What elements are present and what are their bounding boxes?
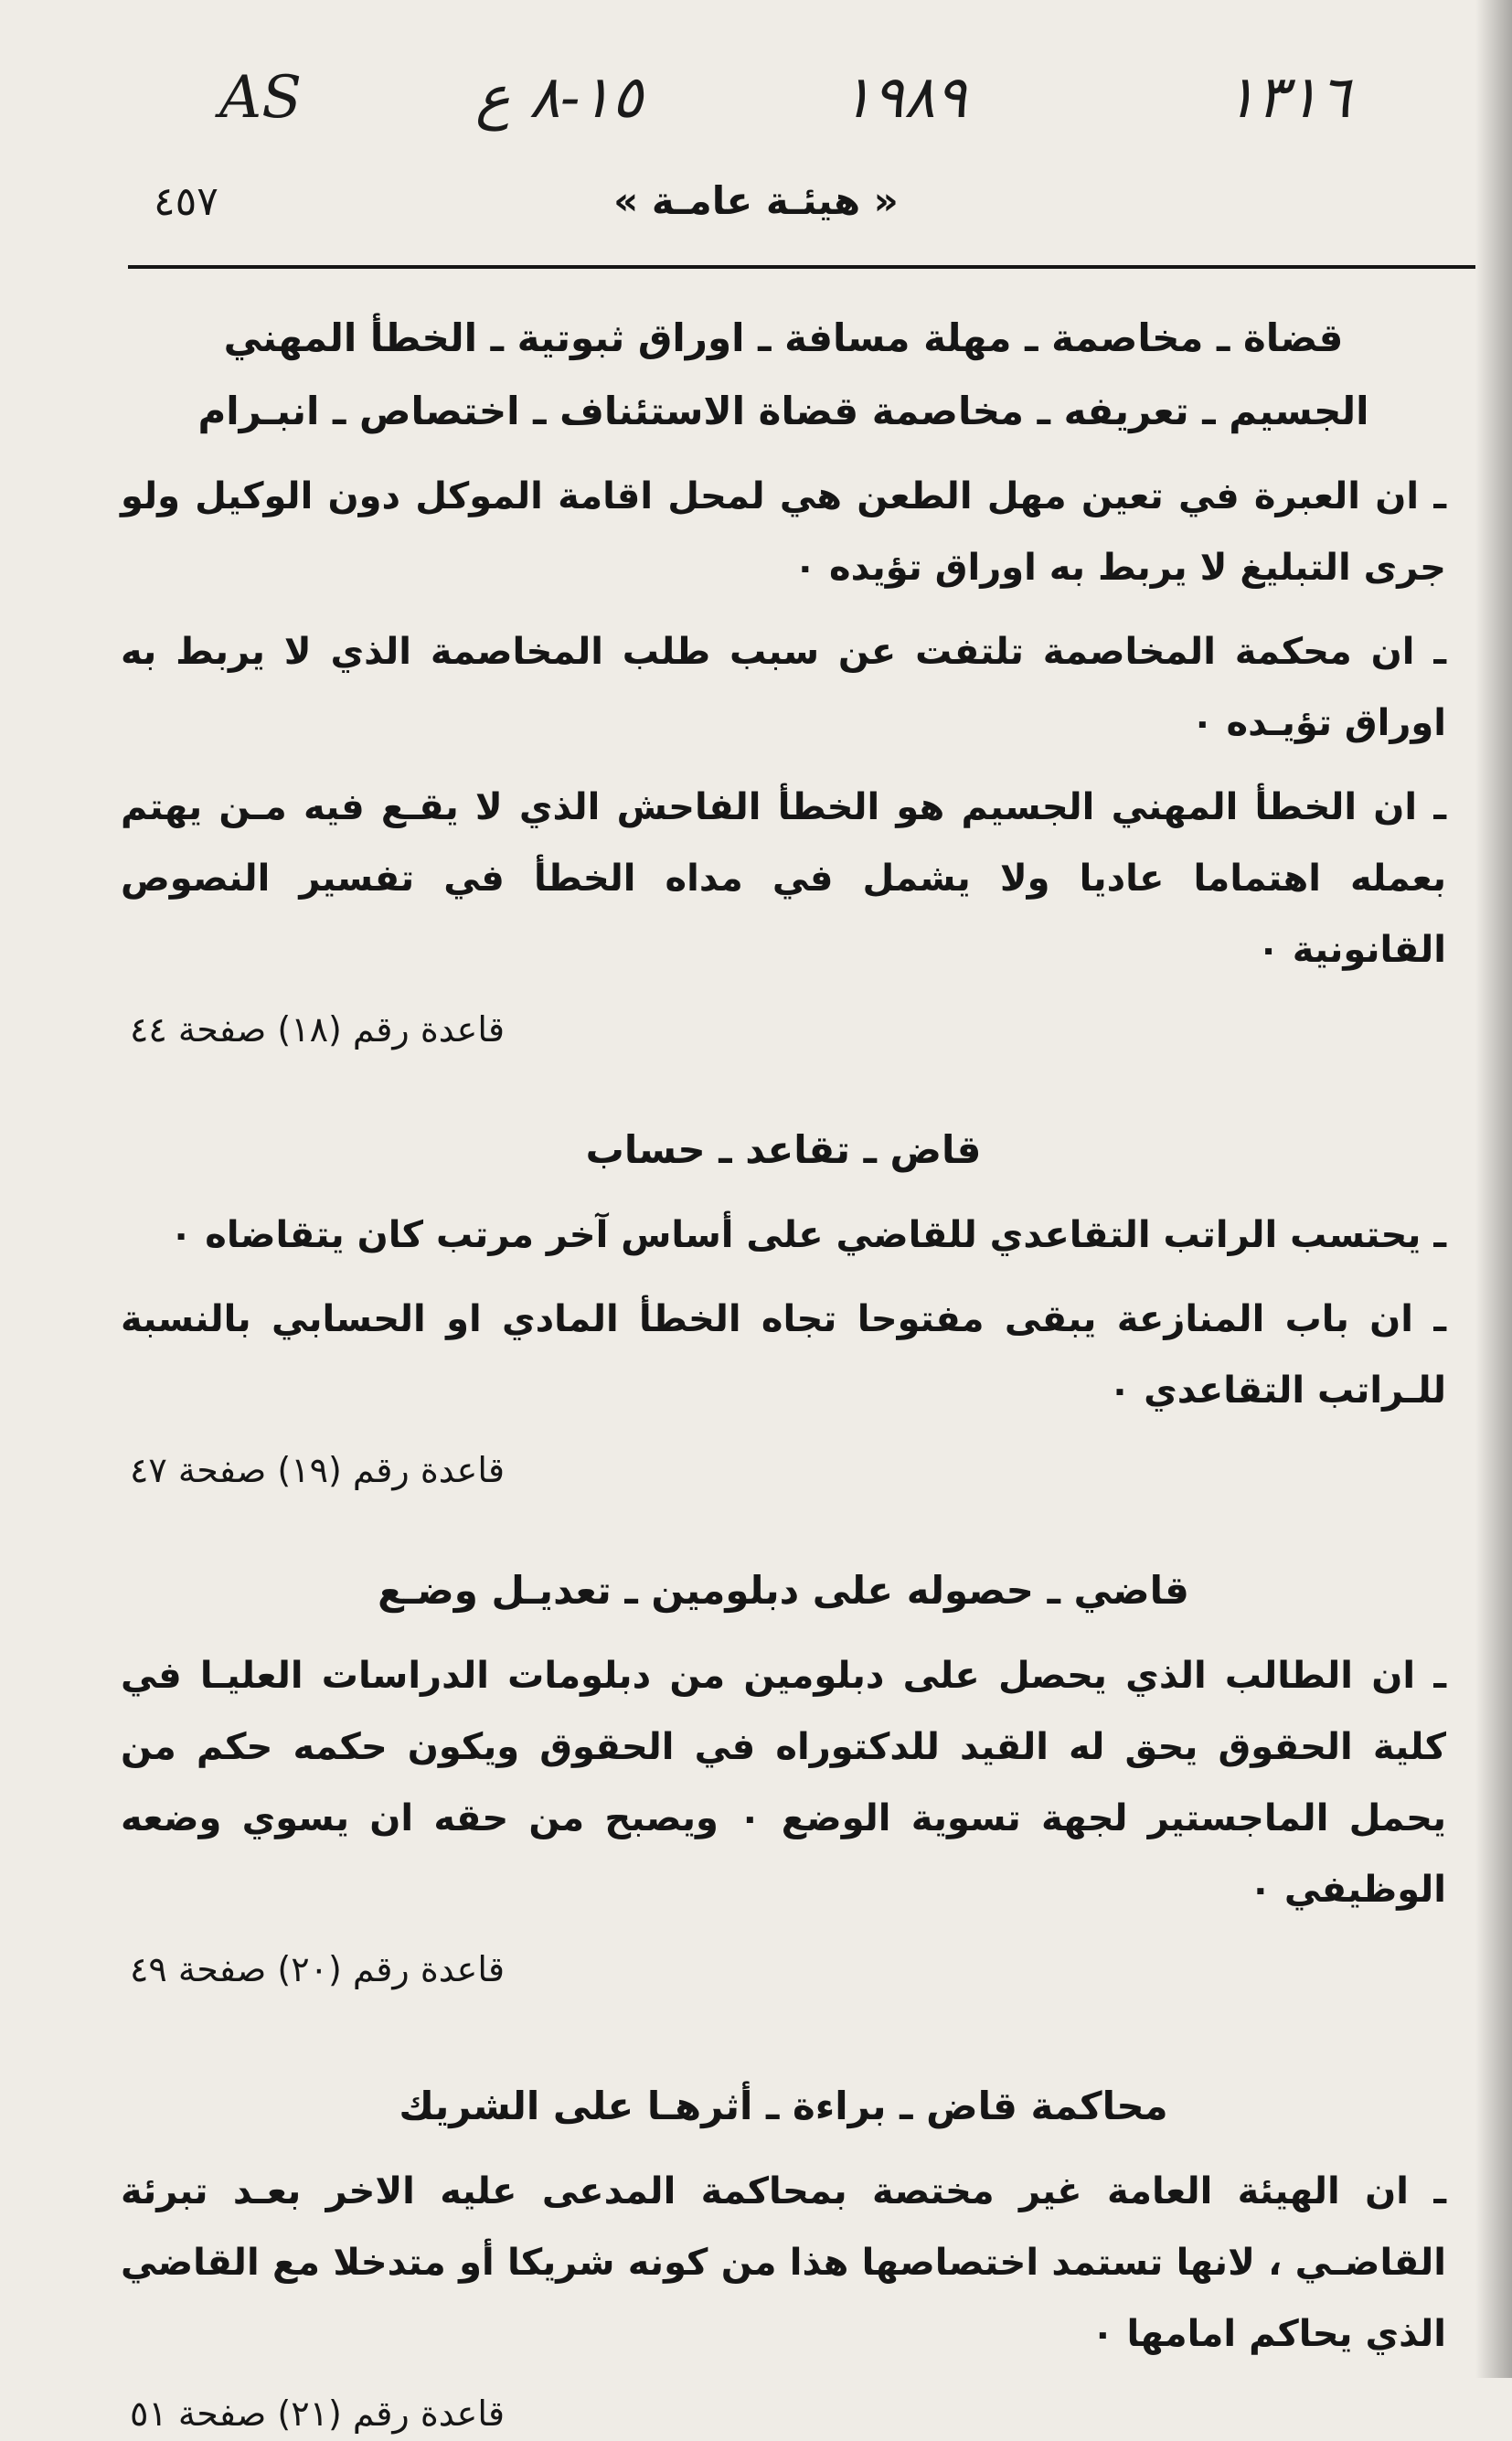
section-title: قضاة ـ مخاصمة ـ مهلة مسافة ـ اوراق ثبوتية ـ الخطأ المهني [223,315,1344,360]
ruling-point: ـ ان باب المنازعة يبقى مفتوحا تجاه الخطأ المادي او الحسابي بالنسبة للـراتب التقاعدي ٠ [121,1298,1446,1412]
section-title: قاضي ـ حصوله على دبلومين ـ تعديـل وضـع [378,1568,1189,1613]
handwritten-date-marker: ع [475,64,511,132]
section-judge-retirement [121,1114,1446,1498]
ruling-point: ـ ان محكمة المخاصمة تلتفت عن سبب طلب المخاصمة الذي لا يربط به اوراق تؤيـده ٠ [121,631,1446,744]
page-number: ٤٥٧ [154,178,218,225]
section-judge-diplomas [121,1554,1446,1997]
rule-reference: قاعدة رقم (٢١) صفحة ٥١ [130,2393,506,2434]
page-header-title: « هيئـة عامـة » [613,178,899,223]
ruling-point: ـ ان الطالب الذي يحصل على دبلومين من دبلومات الدراسات العليـا في كلية الحقوق يحق له القيد للدكتوراه في الحقوق ويكون حكمه حكم من يحمل الماجستير لجهة تسوية الوضع ٠ ويصبح من حقه ان يسوي وضعه الوظيفي ٠ [121,1655,1447,1911]
header-divider [128,265,1475,269]
handwritten-number: ١٣١٦ [1225,64,1351,132]
section-title: محاكمة قاض ـ براءة ـ أثرهـا على الشريك [399,2084,1168,2128]
section-title: قاض ـ تقاعد ـ حساب [585,1127,982,1172]
section-title: الجسيم ـ تعريفه ـ مخاصمة قضاة الاستئناف ـ اختصاص ـ انبـرام [197,389,1369,433]
handwritten-date [475,64,643,132]
rule-reference: قاعدة رقم (١٨) صفحة ٤٤ [130,1009,506,1050]
handwritten-year: ١٩٨٩ [841,64,967,132]
rule-reference: قاعدة رقم (١٩) صفحة ٤٧ [130,1450,506,1490]
section-judges-litigation [121,302,1446,1057]
handwritten-code: AS [219,64,303,132]
rule-reference: قاعدة رقم (٢٠) صفحة ٤٩ [130,1949,506,1989]
handwritten-date-day-month: ١٥-٨ [528,64,644,132]
ruling-point: ـ يحتسب الراتب التقاعدي للقاضي على أساس آخر مرتب كان يتقاضاه ٠ [169,1214,1446,1256]
ruling-point: ـ ان الخطأ المهني الجسيم هو الخطأ الفاحش الذي لا يقـع فيه مـن يهتم بعمله اهتماما عاديا ولا يشمل في مداه الخطأ في تفسير النصوص القانونية ٠ [121,786,1446,971]
scan-edge-shadow [1475,0,1512,2378]
ruling-point: ـ ان العبرة في تعين مهل الطعن هي لمحل اقامة الموكل دون الوكيل ولو جرى التبليغ لا يربط به اوراق تؤيده ٠ [121,475,1446,589]
ruling-point: ـ ان الهيئة العامة غير مختصة بمحاكمة المدعى عليه الاخر بعـد تبرئة القاضـي ، لانها تستمد اختصاصها هذا من كونه شريكا أو متدخلا مع القاضي الذي يحاكم امامها ٠ [121,2170,1446,2355]
document-body [121,302,1446,2441]
section-judge-trial-acquittal [121,2070,1446,2441]
